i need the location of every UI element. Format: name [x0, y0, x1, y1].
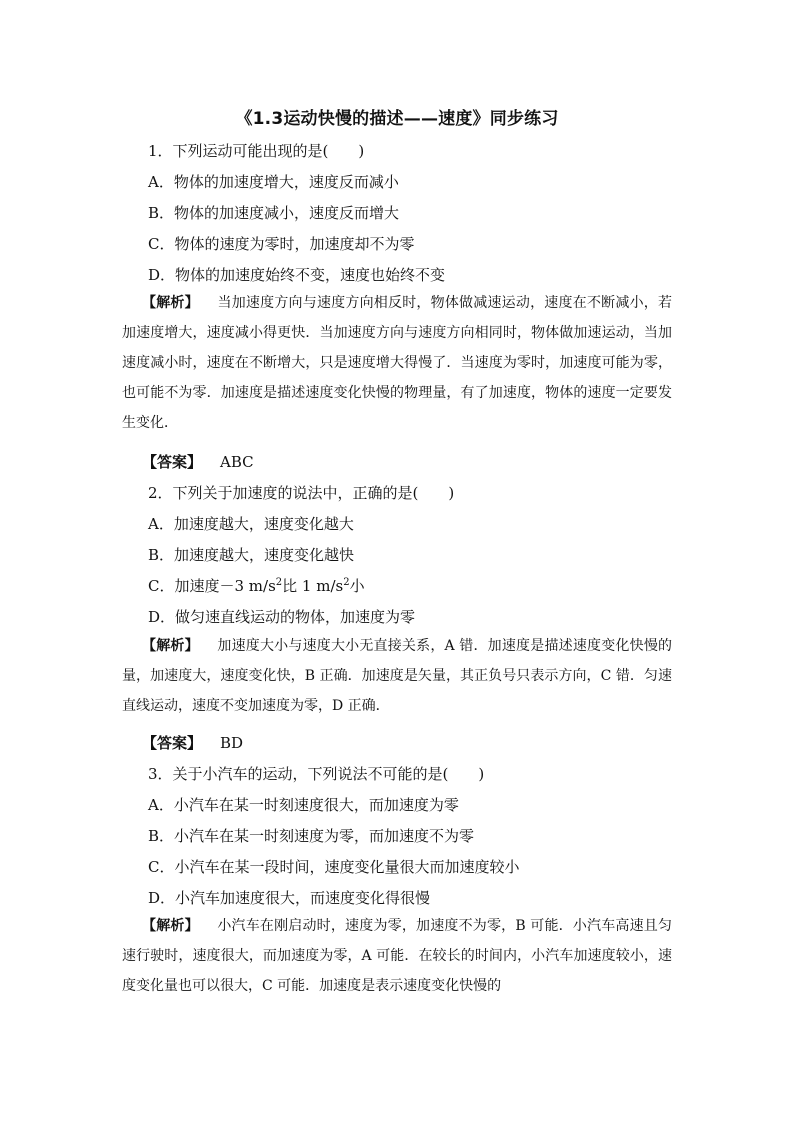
question-3-stem: 3．关于小汽车的运动，下列说法不可能的是( ) — [148, 765, 485, 783]
question-2-option-a: A．加速度越大，速度变化越大 — [148, 515, 354, 533]
question-3-option-b: B．小汽车在某一时刻速度为零，而加速度不为零 — [148, 827, 475, 845]
question-2-stem: 2．下列关于加速度的说法中，正确的是( ) — [148, 484, 455, 502]
option-c-end: 小 — [349, 577, 365, 595]
answer-value: BD — [220, 734, 244, 752]
analysis-label: 【解析】 — [142, 918, 199, 934]
question-3-analysis — [122, 911, 672, 1001]
question-2-answer — [142, 732, 243, 753]
analysis-label: 【解析】 — [142, 638, 199, 654]
question-1-analysis — [122, 288, 672, 438]
question-1-option-c: C．物体的速度为零时，加速度却不为零 — [148, 235, 415, 253]
question-2-option-b: B．加速度越大，速度变化越快 — [148, 546, 355, 564]
answer-label: 【答案】 — [142, 453, 203, 471]
question-2-option-c — [148, 575, 365, 596]
question-1-option-b: B．物体的加速度减小，速度反而增大 — [148, 204, 400, 222]
question-1-option-a: A．物体的加速度增大，速度反而减小 — [148, 173, 399, 191]
analysis-text: 小汽车在刚启动时，速度为零，加速度不为零，B 可能．小汽车高速且匀速行驶时，速度很大，而加速度为零，A 可能．在较长的时间内，小汽车加速度较小，速度变化量也可以很大，C 可能．加速度是表示速度变化快慢的 — [122, 918, 672, 994]
question-2-option-d: D．做匀速直线运动的物体，加速度为零 — [148, 608, 416, 626]
question-2-analysis — [122, 631, 672, 721]
analysis-text: 当加速度方向与速度方向相反时，物体做减速运动，速度在不断减小，若加速度增大，速度减小得更快．当加速度方向与速度方向相同时，物体做加速运动，当加速度减小时，速度在不断增大，只是速度增大得慢了．当速度为零时，加速度可能为零，也可能不为零．加速度是描述速度变化快慢的物理量，有了加速度，物体的速度一定要发生变化． — [122, 295, 672, 431]
option-c-middle: 比 1 m/s — [282, 577, 344, 595]
analysis-text: 加速度大小与速度大小无直接关系，A 错．加速度是描述速度变化快慢的量，加速度大，速度变化快，B 正确．加速度是矢量，其正负号只表示方向，C 错．匀速直线运动，速度不变加速度为零，D 正确． — [122, 638, 673, 714]
question-1-stem: 1．下列运动可能出现的是( ) — [148, 142, 365, 160]
question-3-option-d: D．小汽车加速度很大，而速度变化得很慢 — [148, 889, 431, 907]
option-c-exponent-2: 2 — [343, 577, 350, 588]
answer-label: 【答案】 — [142, 734, 203, 752]
analysis-label: 【解析】 — [142, 295, 199, 311]
question-1-option-d: D．物体的加速度始终不变，速度也始终不变 — [148, 266, 446, 284]
page-title: 《1.3运动快慢的描述——速度》同步练习 — [235, 109, 559, 129]
question-3-option-c: C．小汽车在某一段时间，速度变化量很大而加速度较小 — [148, 858, 520, 876]
option-c-text: C．加速度－3 m/s — [148, 577, 276, 595]
question-3-option-a: A．小汽车在某一时刻速度很大，而加速度为零 — [148, 796, 459, 814]
option-c-exponent: 2 — [275, 577, 283, 588]
answer-value: ABC — [220, 453, 254, 471]
question-1-answer — [142, 451, 254, 472]
